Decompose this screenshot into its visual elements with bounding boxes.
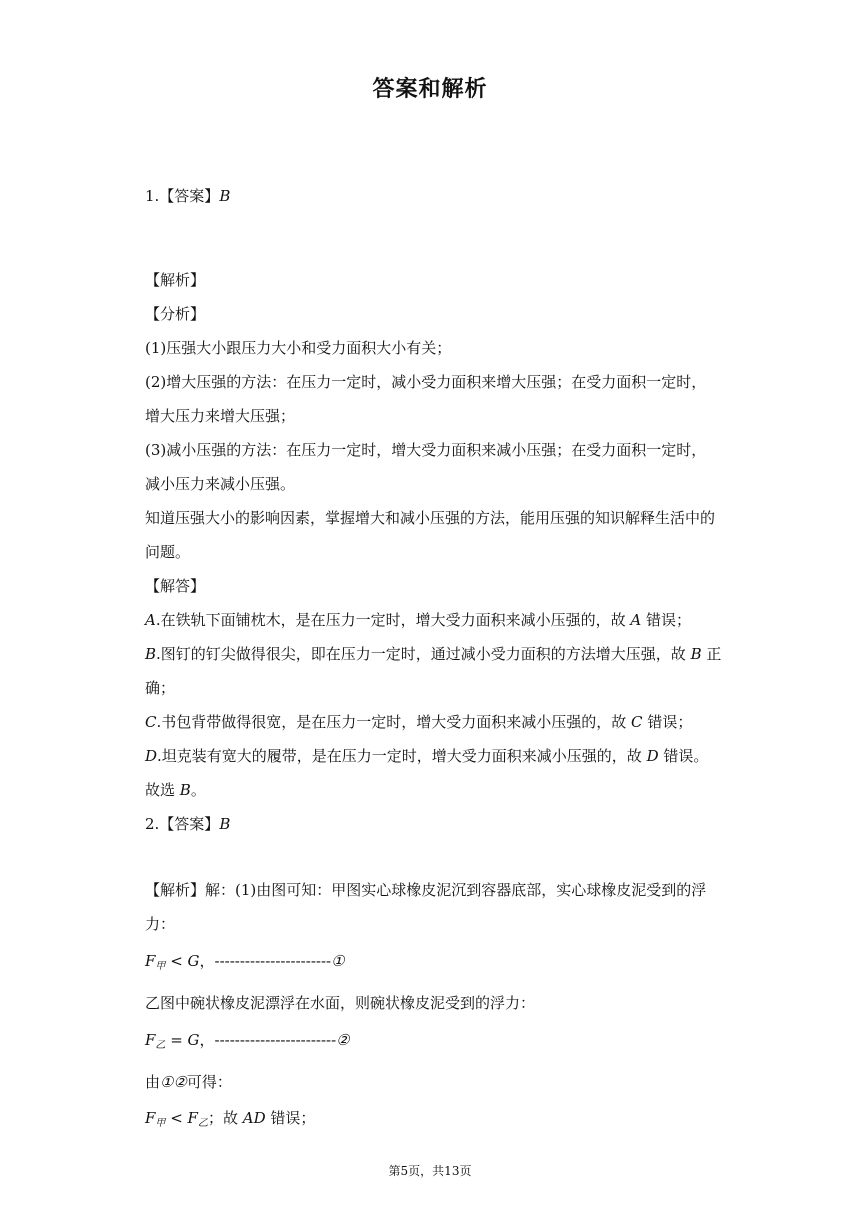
q1-para-4a: 知道压强大小的影响因素，掌握增大和减小压强的方法，能用压强的知识解释生活中的	[145, 509, 716, 527]
q1-answer: B	[219, 187, 231, 205]
page-footer: 第5页，共13页	[388, 1164, 472, 1178]
q1-option-a: A.在铁轨下面铺枕木，是在压力一定时，增大受力面积来减小压强的，故 A 错误；	[145, 611, 692, 629]
q1-option-b: B.图钉的钉尖做得很尖，即在压力一定时，通过减小受力面积的方法增大压强，故 B 正	[145, 645, 722, 663]
q2-solution-3: 由①②可得：	[145, 1073, 232, 1091]
q1-choose: 故选 B。	[145, 781, 206, 799]
q1-jiexi: 【解析】	[145, 271, 206, 289]
q1-option-c: C.书包背带做得很宽，是在压力一定时，增大受力面积来减小压强的，故 C 错误；	[145, 713, 693, 731]
q1-para-1: (1)压强大小跟压力大小和受力面积大小有关；	[145, 339, 452, 357]
page-title: 答案和解析	[372, 77, 488, 102]
q2-equation-1: $F_甲 < G$，-----------------------①	[145, 952, 345, 972]
q1-option-d: D.坦克装有宽大的履带，是在压力一定时，增大受力面积来减小压强的，故 D 错误。	[145, 747, 709, 765]
q1-para-2a: (2)增大压强的方法：在压力一定时，减小受力面积来增大压强；在受力面积一定时，	[145, 373, 707, 391]
q2-head: 2.【答案】	[145, 815, 220, 833]
q2-equation-3: $F_甲 < F_乙$；故 AD 错误；	[145, 1109, 316, 1129]
q1-para-4b: 问题。	[145, 543, 191, 561]
q2-equation-2: $F_乙 = G$，------------------------②	[145, 1031, 350, 1051]
q2-answer: B	[219, 815, 231, 833]
q1-fenxi: 【分析】	[145, 305, 206, 323]
q1-answer-line	[145, 186, 230, 206]
q2-solution-2: 乙图中碗状橡皮泥漂浮在水面，则碗状橡皮泥受到的浮力：	[145, 994, 536, 1012]
q1-para-3b: 减小压力来减小压强。	[145, 475, 296, 493]
q2-solution-1b: 力：	[145, 915, 176, 933]
q1-option-b-cont: 确；	[145, 679, 176, 697]
q2-answer-line	[145, 814, 230, 834]
q1-head: 1.【答案】	[145, 187, 220, 205]
q2-solution-1a: 【解析】解：(1)由图可知：甲图实心球橡皮泥沉到容器底部，实心球橡皮泥受到的浮	[145, 881, 707, 899]
q1-jieda: 【解答】	[145, 577, 206, 595]
q1-para-3a: (3)减小压强的方法：在压力一定时，增大受力面积来减小压强；在受力面积一定时，	[145, 441, 707, 459]
q1-para-2b: 增大压力来增大压强；	[145, 407, 296, 425]
